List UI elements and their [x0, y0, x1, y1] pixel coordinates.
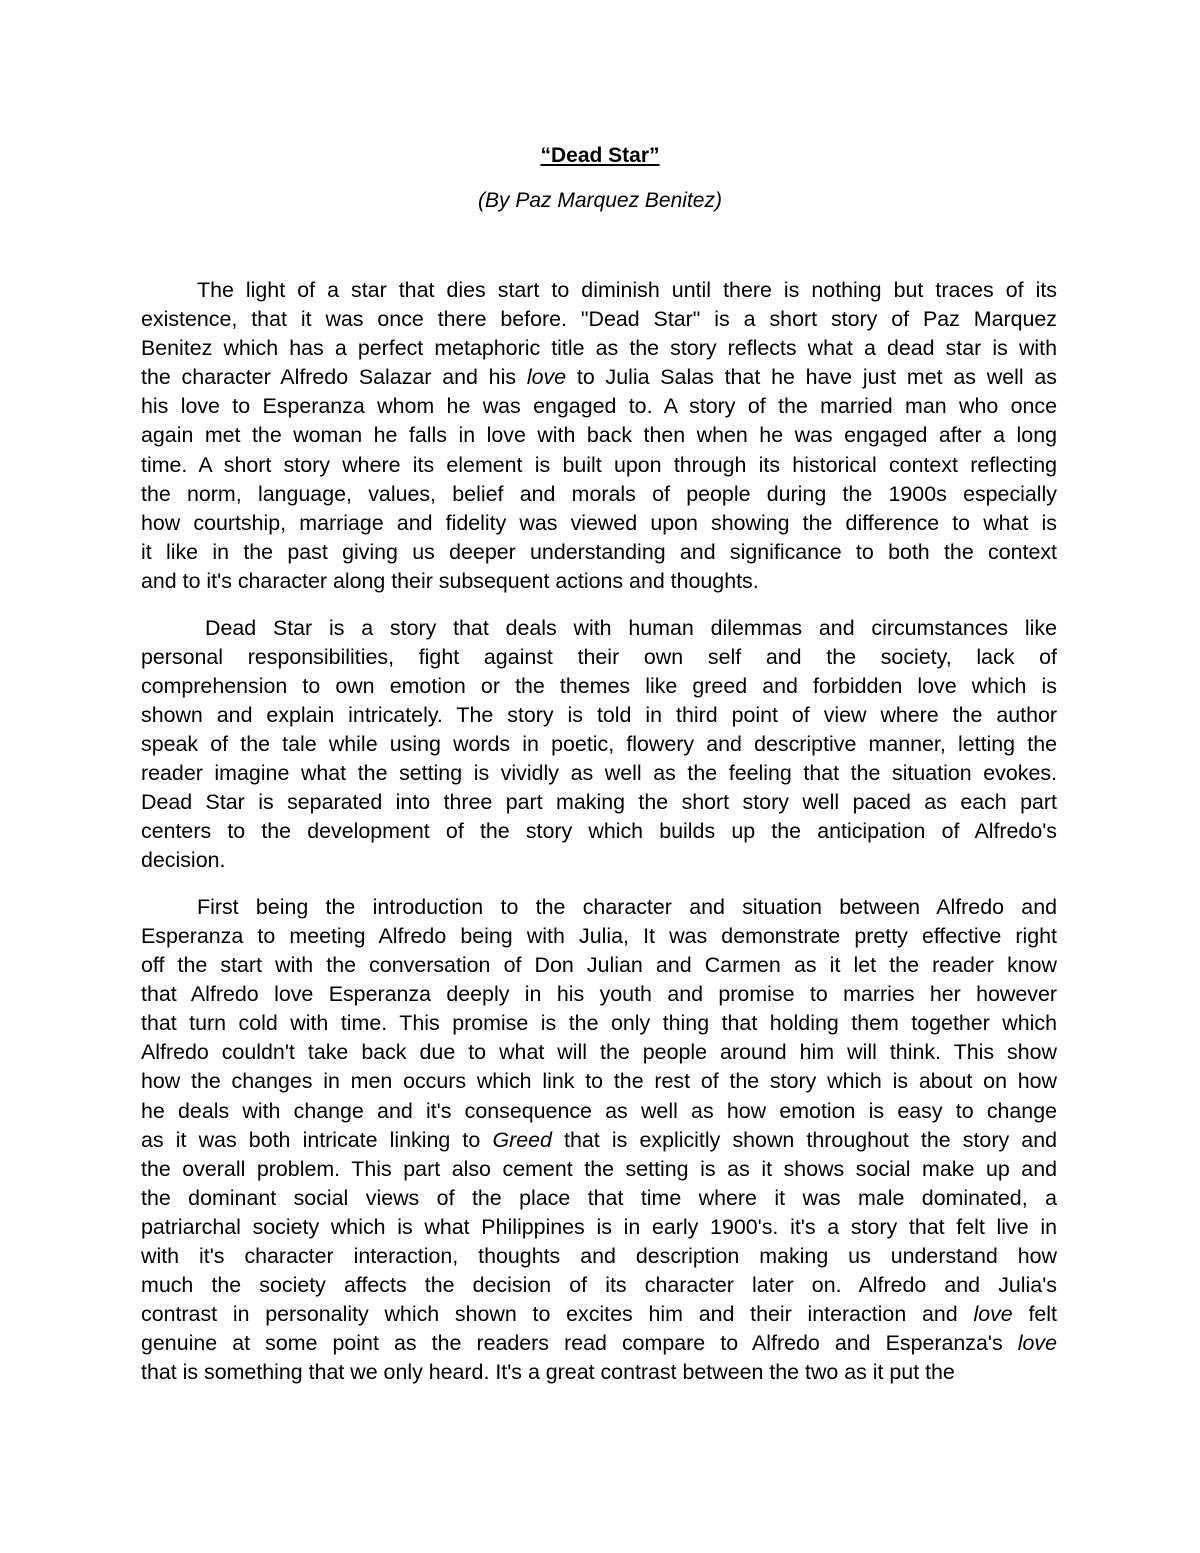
text-line: The light of a star that dies start to diminish until there is nothing but traces of its: [197, 278, 1057, 302]
paragraph-1: [141, 276, 1057, 596]
text-line: the character Alfredo Salazar and his love to Julia Salas that he have just met as well as: [141, 365, 1057, 390]
text-line: how courtship, marriage and fidelity was viewed upon showing the difference to what is: [141, 510, 1057, 535]
text-line: as it was both intricate linking to Greed that is explicitly shown throughout the story and: [141, 1127, 1057, 1152]
text-line: with it's character interaction, thoughts and description making us understand how: [141, 1244, 1057, 1268]
text-line: he deals with change and it's consequence as well as how emotion is easy to change: [141, 1098, 1057, 1123]
text-line: shown and explain intricately. The story is told in third point of view where the author: [141, 702, 1057, 727]
text-line: that turn cold with time. This promise is the only thing that holding them together which: [141, 1011, 1057, 1036]
text-line: Dead Star is a story that deals with human dilemmas and circumstances like: [205, 615, 1057, 640]
text-line: personal responsibilities, fight against their own self and the society, lack of: [141, 644, 1057, 669]
text-line: his love to Esperanza whom he was engaged to. A story of the married man who once: [141, 394, 1057, 419]
text-line: the overall problem. This part also cement the setting is as it shows social make up and: [141, 1156, 1057, 1181]
text-line: comprehension to own emotion or the themes like greed and forbidden love which is: [141, 673, 1057, 698]
text-line: it like in the past giving us deeper understanding and significance to both the context: [141, 539, 1057, 564]
text-line: time. A short story where its element is built upon through its historical context reflecting: [141, 452, 1057, 477]
text-line: again met the woman he falls in love with back then when he was engaged after a long: [141, 423, 1057, 448]
text-line: patriarchal society which is what Philippines is in early 1900's. it's a story that felt live in: [141, 1214, 1057, 1239]
text-line: First being the introduction to the character and situation between Alfredo and: [197, 894, 1057, 919]
text-line: Alfredo couldn't take back due to what will the people around him will think. This show: [141, 1040, 1057, 1065]
text-line: Benitez which has a perfect metaphoric title as the story reflects what a dead star is with: [141, 336, 1057, 361]
text-line: Esperanza to meeting Alfredo being with Julia, It was demonstrate pretty effective right: [141, 923, 1057, 948]
paragraph-2: [141, 614, 1057, 876]
document-byline: (By Paz Marquez Benitez): [478, 189, 722, 212]
text-line: genuine at some point as the readers read compare to Alfredo and Esperanza's love: [141, 1331, 1057, 1356]
text-line: the dominant social views of the place that time where it was male dominated, a: [141, 1185, 1057, 1210]
document-title: “Dead Star”: [540, 144, 660, 167]
text-line: that Alfredo love Esperanza deeply in his youth and promise to marries her however: [141, 982, 1057, 1007]
text-line: the norm, language, values, belief and morals of people during the 1900s especially: [141, 481, 1057, 506]
text-line: that is something that we only heard. It's a great contrast between the two as it put the: [141, 1360, 955, 1385]
text-line: how the changes in men occurs which link to the rest of the story which is about on how: [141, 1069, 1057, 1094]
text-line: centers to the development of the story which builds up the anticipation of Alfredo's: [141, 819, 1057, 844]
paragraph-3: [141, 893, 1057, 1388]
text-line: much the society affects the decision of its character later on. Alfredo and Julia's: [141, 1273, 1057, 1298]
text-line: Dead Star is separated into three part making the short story well paced as each part: [141, 790, 1057, 815]
text-line: off the start with the conversation of Don Julian and Carmen as it let the reader know: [141, 953, 1057, 978]
text-line: speak of the tale while using words in poetic, flowery and descriptive manner, letting the: [141, 731, 1057, 756]
text-line: reader imagine what the setting is vividly as well as the feeling that the situation evokes.: [141, 761, 1057, 785]
text-line: contrast in personality which shown to excites him and their interaction and love felt: [141, 1302, 1057, 1327]
text-line: existence, that it was once there before. "Dead Star" is a short story of Paz Marquez: [141, 307, 1057, 332]
document-body: [141, 276, 1057, 1405]
text-line: decision.: [141, 848, 226, 873]
text-line: and to it's character along their subsequent actions and thoughts.: [141, 568, 759, 593]
